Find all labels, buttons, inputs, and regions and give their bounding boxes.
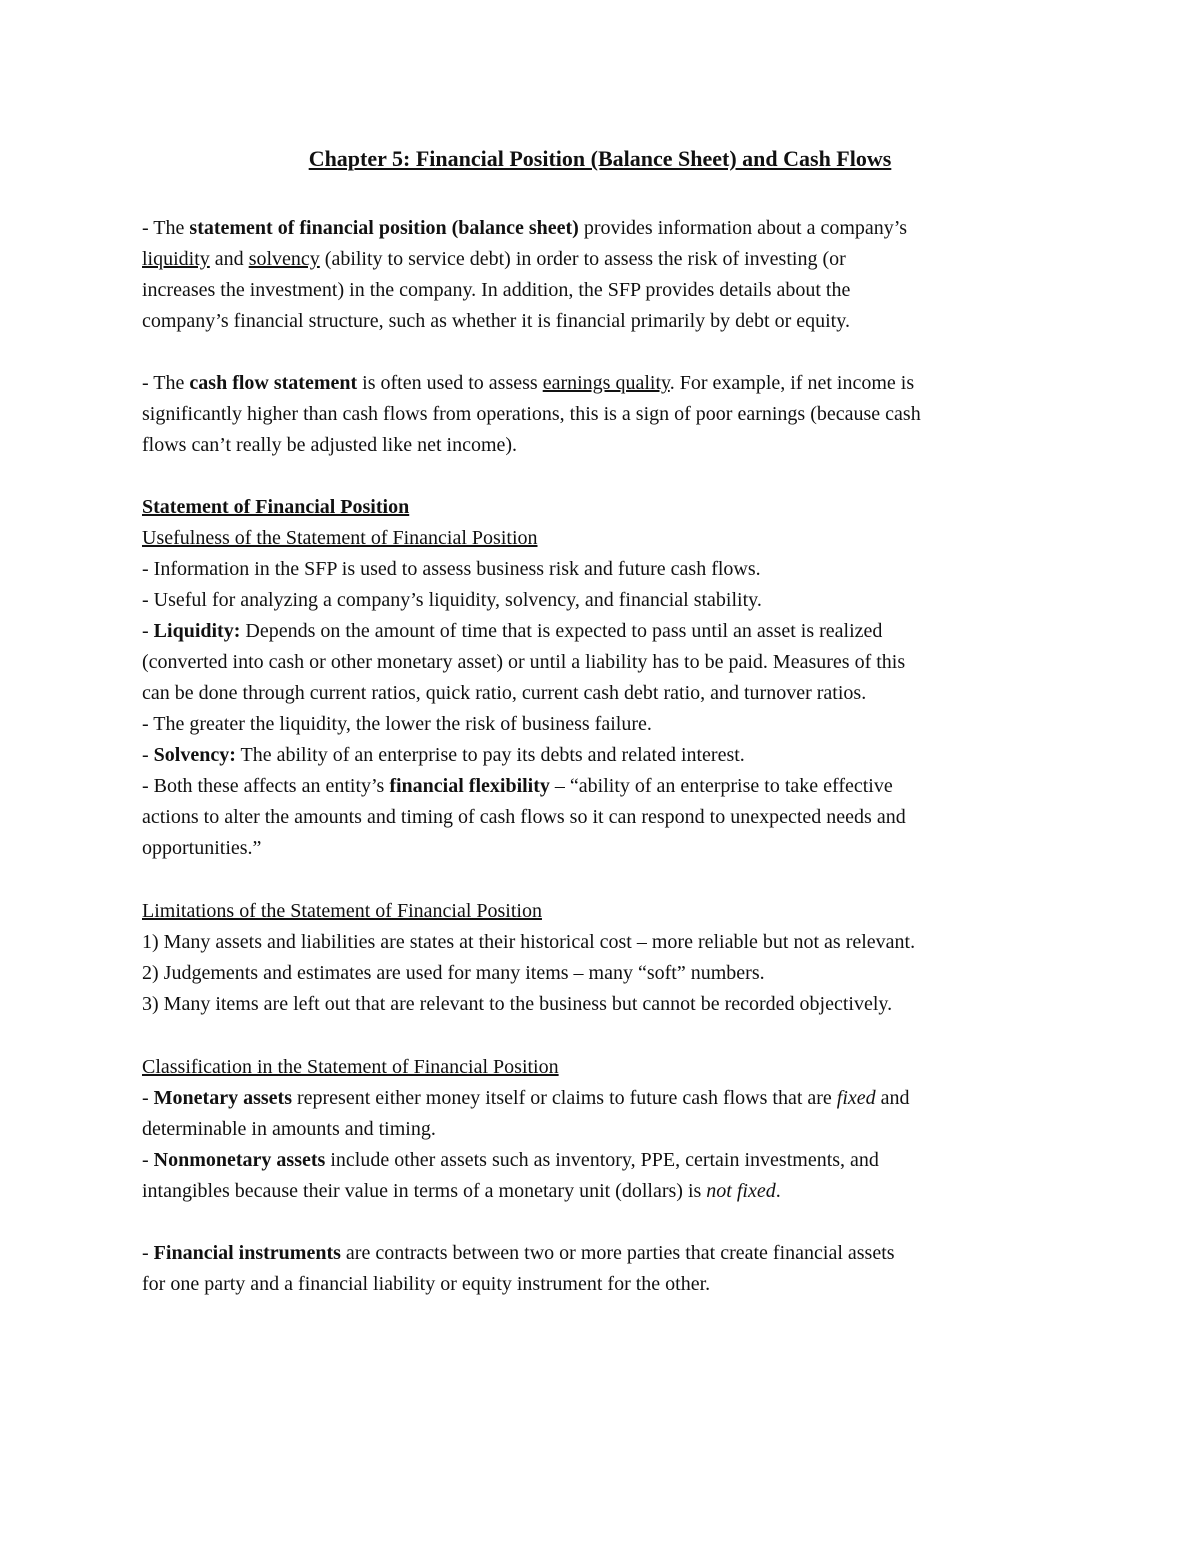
text-line	[142, 1176, 1067, 1207]
intro-paragraph-cash-flow	[142, 368, 1067, 461]
bullet-line	[142, 771, 1067, 802]
bold-term: Monetary assets	[153, 1087, 292, 1109]
section-heading: Statement of Financial Position	[142, 496, 410, 518]
page-title: Chapter 5: Financial Position (Balance Sheet) and Cash Flows	[308, 146, 892, 171]
text-run: -	[142, 1087, 154, 1109]
bold-term: Nonmonetary assets	[153, 1149, 326, 1171]
text-line: increases the investment) in the company. In addition, the SFP provides details about the	[142, 279, 851, 301]
bullet-line: - Useful for analyzing a company’s liquidity, solvency, and financial stability.	[142, 589, 762, 611]
bold-term: financial flexibility	[389, 775, 550, 797]
bold-term: Financial instruments	[153, 1242, 341, 1264]
text-run: represent either money itself or claims to future cash flows that are	[291, 1087, 837, 1109]
underlined-term: solvency	[248, 248, 320, 270]
text-run: - The	[142, 217, 190, 239]
text-line: (converted into cash or other monetary asset) or until a liability has to be paid. Measures of this	[142, 651, 906, 673]
text-run: - The	[142, 372, 190, 394]
underlined-term: earnings quality	[542, 372, 670, 394]
text-run: provides information about a company’s	[578, 217, 908, 239]
bold-term: Liquidity:	[153, 620, 241, 642]
text-run: . For example, if net income is	[669, 372, 915, 394]
bold-term: statement of financial position (balance sheet)	[189, 217, 579, 239]
italic-term: fixed	[836, 1087, 876, 1109]
subsection-heading-usefulness: Usefulness of the Statement of Financial Position	[142, 527, 538, 549]
text-line: can be done through current ratios, quick ratio, current cash debt ratio, and turnover ratios.	[142, 682, 867, 704]
bold-term: cash flow statement	[189, 372, 358, 394]
numbered-line: 1) Many assets and liabilities are states at their historical cost – more reliable but not as relevant.	[142, 931, 916, 953]
section-sfp	[142, 492, 1067, 864]
bullet-line	[142, 1083, 1067, 1114]
bullet-line	[142, 740, 1067, 771]
text-line: for one party and a financial liability or equity instrument for the other.	[142, 1273, 711, 1295]
bullet-line: - The greater the liquidity, the lower the risk of business failure.	[142, 713, 652, 735]
text-run: -	[142, 620, 154, 642]
bullet-line: - Information in the SFP is used to assess business risk and future cash flows.	[142, 558, 761, 580]
italic-term: not fixed	[706, 1180, 776, 1202]
text-run: intangibles because their value in terms of a monetary unit (dollars) is	[142, 1180, 707, 1202]
text-run: is often used to assess	[357, 372, 543, 394]
text-run: -	[142, 744, 154, 766]
bullet-line	[142, 1238, 1067, 1269]
intro-paragraph-balance-sheet	[142, 213, 1067, 337]
bullet-line	[142, 616, 1067, 647]
text-run: and	[875, 1087, 910, 1109]
text-run: The ability of an enterprise to pay its debts and related interest.	[235, 744, 745, 766]
text-run: (ability to service debt) in order to assess the risk of investing (or	[319, 248, 846, 270]
text-line: determinable in amounts and timing.	[142, 1118, 436, 1140]
text-run: include other assets such as inventory, PPE, certain investments, and	[325, 1149, 879, 1171]
text-run: .	[775, 1180, 781, 1202]
text-line: flows can’t really be adjusted like net income).	[142, 434, 518, 456]
text-run: Depends on the amount of time that is expected to pass until an asset is realized	[240, 620, 883, 642]
text-line: significantly higher than cash flows from operations, this is a sign of poor earnings (because cash	[142, 403, 921, 425]
section-classification	[142, 1052, 1067, 1207]
text-line: company’s financial structure, such as whether it is financial primarily by debt or equity.	[142, 310, 850, 332]
text-line: opportunities.”	[142, 837, 262, 859]
text-line: actions to alter the amounts and timing of cash flows so it can respond to unexpected needs and	[142, 806, 906, 828]
bold-term: Solvency:	[153, 744, 236, 766]
text-line	[142, 244, 1067, 275]
text-line	[142, 213, 1067, 244]
text-line	[142, 368, 1067, 399]
paragraph-financial-instruments	[142, 1238, 1067, 1300]
text-run: - Both these affects an entity’s	[142, 775, 390, 797]
section-limitations	[142, 896, 1067, 1020]
numbered-line: 2) Judgements and estimates are used for many items – many “soft” numbers.	[142, 962, 765, 984]
numbered-line: 3) Many items are left out that are relevant to the business but cannot be recorded objectively.	[142, 993, 893, 1015]
text-run: are contracts between two or more parties that create financial assets	[340, 1242, 895, 1264]
bullet-line	[142, 1145, 1067, 1176]
subsection-heading-classification: Classification in the Statement of Financial Position	[142, 1056, 559, 1078]
text-run: -	[142, 1149, 154, 1171]
text-run: -	[142, 1242, 154, 1264]
text-run: and	[209, 248, 249, 270]
text-run: – “ability of an enterprise to take effective	[549, 775, 893, 797]
underlined-term: liquidity	[142, 248, 210, 270]
subsection-heading-limitations: Limitations of the Statement of Financial Position	[142, 900, 542, 922]
